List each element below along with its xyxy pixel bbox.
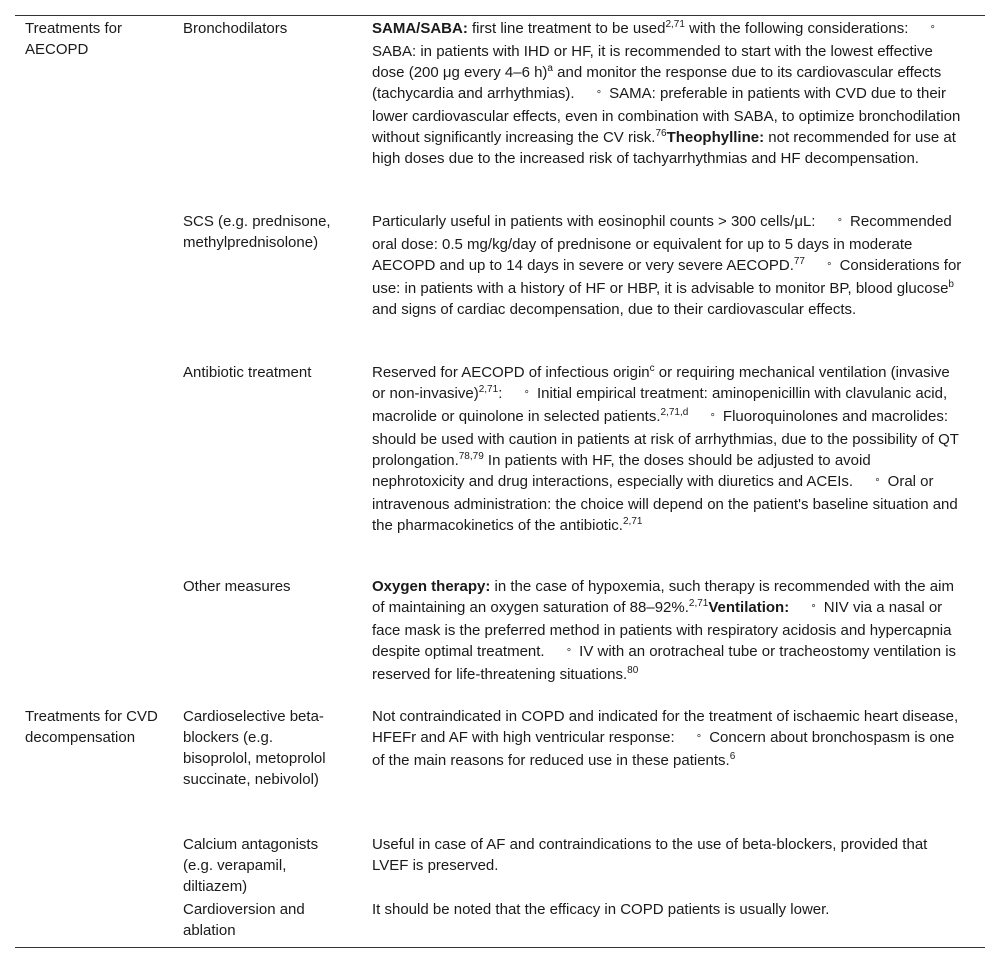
text-run: Reserved for AECOPD of infectious origin [372,364,650,381]
reference-superscript: 2,71 [478,384,499,395]
description-cell [372,706,962,771]
treatment-cell: Cardioversion and ablation [183,901,305,939]
reference-superscript: 78,79 [458,451,484,462]
text-run: Not contraindicated in COPD and indicated for the treatment of ischaemic heart disease, HFEFr and AF with high ventricular response: [372,708,959,746]
text-run: : [498,385,507,402]
treatments-table [15,15,985,948]
text-run: with the following considerations: [684,20,913,37]
bold-label: Theophylline: [666,129,769,146]
text-run: IV with an orotracheal tube or tracheostomy ventilation is reserved for life-threatening situations. [372,643,957,683]
text-run: not recommended for use at high doses due to the increased risk of tachyarrhythmias and HF decompensation. [372,129,956,167]
bullet-marker: ° [596,89,602,101]
text-run [805,257,809,274]
treatment-cell: Calcium antagonists (e.g. verapamil, diltiazem) [183,836,319,895]
text-run: Recommended oral dose: 0.5 mg/kg/day of prednisone or equivalent for up to 5 days in moderate AECOPD and up to 14 days in severe or very severe AECOPD. [372,213,952,274]
text-run: SABA: in patients with IHD or HF, it is recommended to start with the lowest effective dose (200 μg every 4–6 h) [372,43,933,81]
description-cell [372,576,962,685]
text-run: and monitor the response due to its cardiovascular effects (tachycardia and arrhythmias). [372,64,942,102]
treatment-cell: Bronchodilators [183,20,288,37]
text-run: Fluoroquinolones and macrolides: should be used with caution in patients at risk of arrhythmias, due to the possibility of QT prolongation. [372,408,959,469]
text-run: Considerations for use: in patients with a history of HF or HBP, it is advisable to monitor BP, blood glucose [372,257,962,297]
text-run: SAMA: preferable in patients with CVD due to their lower cardiovascular effects, even in combination with SABA, to optimize bronchodilation without significantly increasing the CV risk. [372,85,961,146]
treatment-cell: SCS (e.g. prednisone, methylprednisolone) [183,213,331,251]
bullet-marker: ° [524,389,529,401]
text-run: NIV via a nasal or face mask is the preferred method in patients with respiratory acidosis and hypercapnia despite optimal treatment. [372,599,952,660]
reference-superscript: 77 [793,256,805,267]
reference-superscript: a [547,63,553,74]
bullet-marker: ° [930,24,935,36]
reference-superscript: 2,71,d [660,407,689,418]
reference-superscript: 2,71 [688,598,709,609]
treatment-cell: Cardioselective beta-blockers (e.g. bisoprolol, metoprolol succinate, nebivolol) [183,708,326,788]
text-run: Initial empirical treatment: aminopenicillin with clavulanic acid, macrolide or quinolone in selected patients. [372,385,948,425]
treatment-cell: Other measures [183,578,291,595]
group-cell: Treatments for AECOPD [25,20,122,58]
text-run: in the case of hypoxemia, such therapy is recommended with the aim of maintaining an oxygen saturation of 88–92%. [372,578,954,616]
bullet-marker: ° [811,603,816,615]
text-run: Concern about bronchospasm is one of the main reasons for reduced use in these patients. [372,729,955,769]
bullet-marker: ° [827,261,832,273]
text-run: first line treatment to be used [472,20,666,37]
bullet-marker: ° [710,412,715,424]
text-run: and signs of cardiac decompensation, due to their cardiovascular effects. [372,301,857,318]
text-run: or requiring mechanical ventilation (invasive or non-invasive) [372,364,950,402]
description-cell [372,362,962,536]
treatment-cell: Antibiotic treatment [183,364,312,381]
bold-label: Ventilation: [708,599,794,616]
text-run: Useful in case of AF and contraindications to the use of beta-blockers, provided that LVEF is preserved. [372,836,928,874]
bullet-marker: ° [566,647,572,659]
description-cell [372,899,962,920]
reference-superscript: 2,71 [622,516,643,527]
bullet-marker: ° [696,733,702,745]
reference-superscript: b [948,279,954,290]
text-run [688,408,692,425]
text-run: Particularly useful in patients with eosinophil counts > 300 cells/μL: [372,213,820,230]
reference-superscript: 6 [729,751,736,762]
reference-superscript: c [649,363,655,374]
bullet-marker: ° [837,217,843,229]
description-cell [372,834,962,876]
reference-superscript: 80 [627,665,639,676]
reference-superscript: 76 [655,128,667,139]
group-cell: Treatments for CVD decompensation [25,708,158,746]
bold-label: SAMA/SABA: [372,20,472,37]
description-cell [372,211,962,320]
bullet-marker: ° [875,477,880,489]
bold-label: Oxygen therapy: [372,578,495,595]
text-run: It should be noted that the efficacy in COPD patients is usually lower. [372,901,830,918]
description-cell [372,18,962,169]
text-run: In patients with HF, the doses should be adjusted to avoid nephrotoxicity and drug interactions, especially with diuretics and ACEIs. [372,452,871,490]
reference-superscript: 2,71 [665,19,685,30]
text-run: Oral or intravenous administration: the choice will depend on the patient's baseline situation and the pharmacokinetics of the antibiotic. [372,473,958,534]
